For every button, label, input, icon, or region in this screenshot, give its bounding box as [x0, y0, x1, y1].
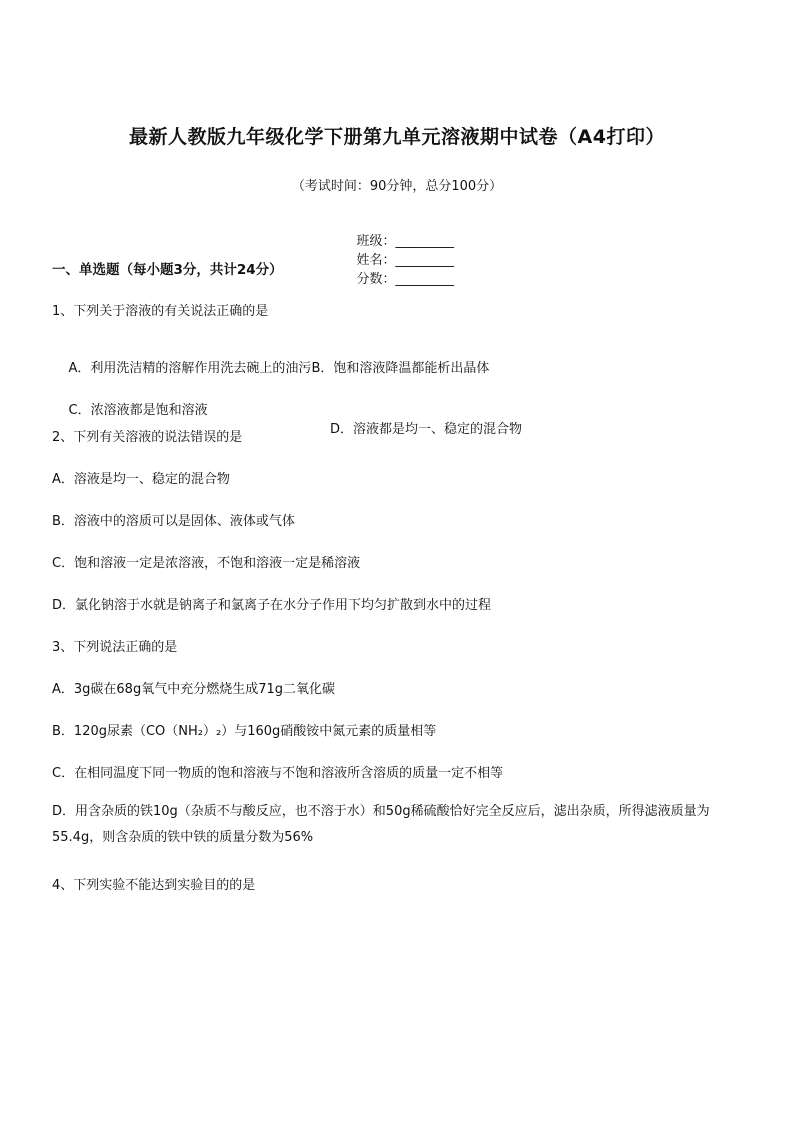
question-1-stem: 1、下列关于溶液的有关说法正确的是: [52, 304, 269, 319]
question-1-option-b: B．饱和溶液降温都能析出晶体: [311, 361, 490, 376]
question-1-option-a: A．利用洗洁精的溶解作用洗去碗上的油污: [68, 361, 312, 376]
question-3-stem: 3、下列说法正确的是: [52, 640, 178, 655]
question-2-option-b: B．溶液中的溶质可以是固体、液体或气体: [52, 514, 295, 529]
section-heading: 一、单选题（每小题3分，共计24分）: [52, 262, 283, 278]
exam-subtitle: （考试时间：90分钟，总分100分）: [291, 179, 503, 194]
question-2-option-c: C．饱和溶液一定是浓溶液，不饱和溶液一定是稀溶液: [52, 556, 361, 571]
name-field: 姓名：_________: [356, 253, 455, 268]
class-field: 班级：_________: [356, 234, 455, 249]
question-1-option-d: D．溶液都是均一、稳定的混合物: [330, 422, 523, 437]
question-3-option-c: C．在相同温度下同一物质的饱和溶液与不饱和溶液所含溶质的质量一定不相等: [52, 766, 504, 781]
question-3-option-b: B．120g尿素（CO（NH₂）₂）与160g硝酸铵中氮元素的质量相等: [52, 724, 437, 739]
question-3-option-a: A．3g碳在68g氧气中充分燃烧生成71g二氧化碳: [52, 682, 336, 697]
question-2-option-d: D．氯化钠溶于水就是钠离子和氯离子在水分子作用下均匀扩散到水中的过程: [52, 598, 492, 613]
question-2-option-a: A．溶液是均一、稳定的混合物: [52, 472, 230, 487]
question-2-stem: 2、下列有关溶液的说法错误的是: [52, 430, 243, 445]
question-3-option-d: D．用含杂质的铁10g（杂质不与酸反应，也不溶于水）和50g稀硫酸恰好完全反应后，滤出杂质，所得滤液质量为55.4g，则含杂质的铁中铁的质量分数为56%: [52, 804, 710, 845]
exam-title: 最新人教版九年级化学下册第九单元溶液期中试卷（A4打印）: [129, 126, 665, 148]
score-field: 分数：_________: [356, 272, 455, 287]
question-4-stem: 4、下列实验不能达到实验目的的是: [52, 878, 256, 893]
question-1-option-c: C．浓溶液都是饱和溶液: [68, 403, 208, 418]
